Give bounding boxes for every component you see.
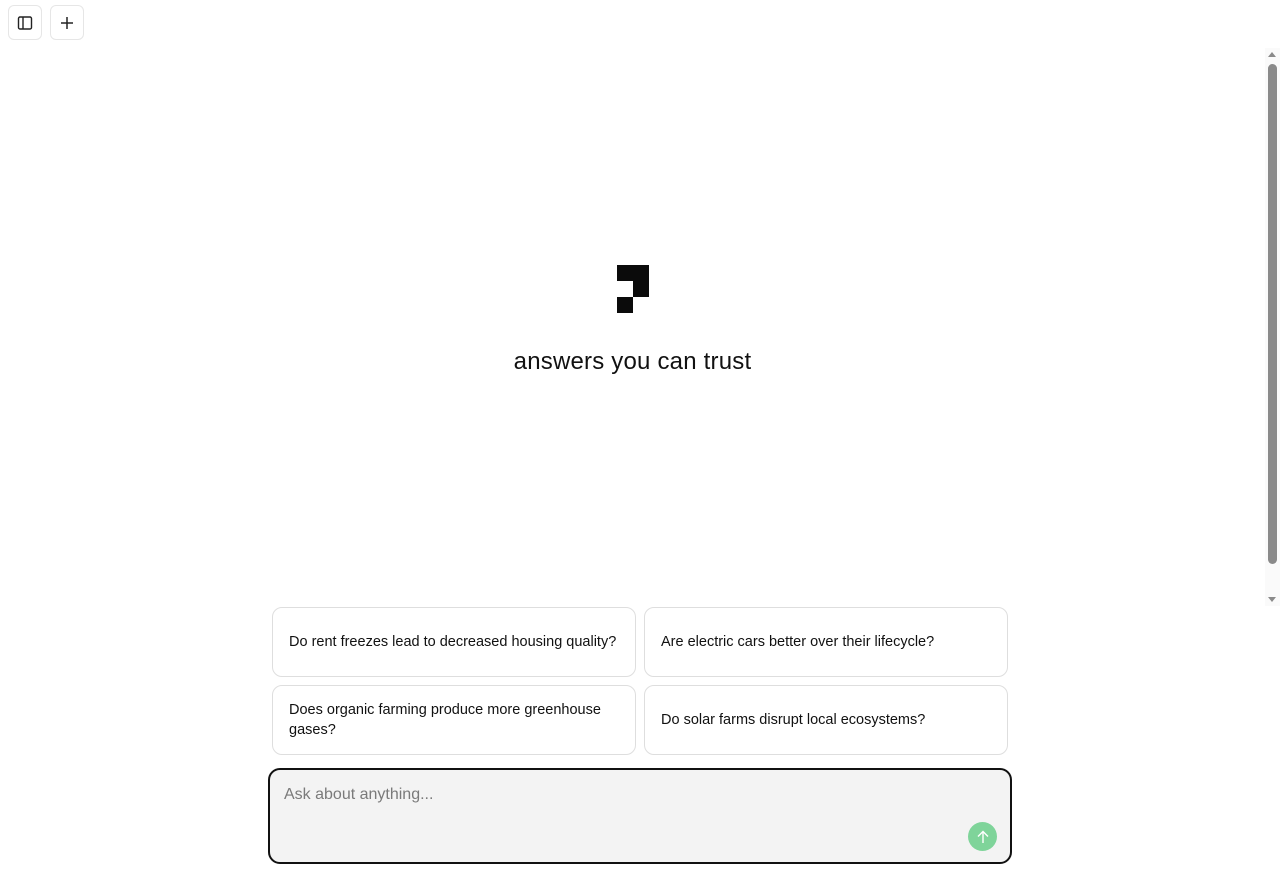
composer [268,768,1012,864]
send-button[interactable] [968,822,997,851]
sidebar-panel-icon [17,15,33,31]
scroll-up-arrow-icon[interactable] [1268,52,1276,57]
toggle-sidebar-button[interactable] [8,5,42,40]
suggestion-card[interactable] [272,685,636,755]
suggestion-card[interactable] [644,685,1008,755]
suggestion-label: Are electric cars better over their lifecycle? [661,634,935,650]
suggestion-grid [272,607,1008,755]
arrow-up-icon [975,829,991,845]
suggestion-label: Do solar farms disrupt local ecosystems? [661,712,926,728]
suggestion-card[interactable] [272,607,636,677]
new-chat-button[interactable] [50,5,84,40]
tagline: answers you can trust [513,348,752,375]
suggestion-label: Do rent freezes lead to decreased housing quality? [289,634,617,650]
scroll-down-arrow-icon[interactable] [1268,597,1276,602]
top-toolbar [8,5,84,40]
scrollbar-thumb[interactable] [1268,64,1277,564]
plus-icon [59,15,75,31]
suggestion-card[interactable] [644,607,1008,677]
vertical-scrollbar[interactable] [1265,48,1280,606]
ask-input[interactable] [284,782,964,808]
brand-logo-icon [617,265,649,313]
suggestion-label: Does organic farming produce more greenhouse gases? [289,702,601,738]
